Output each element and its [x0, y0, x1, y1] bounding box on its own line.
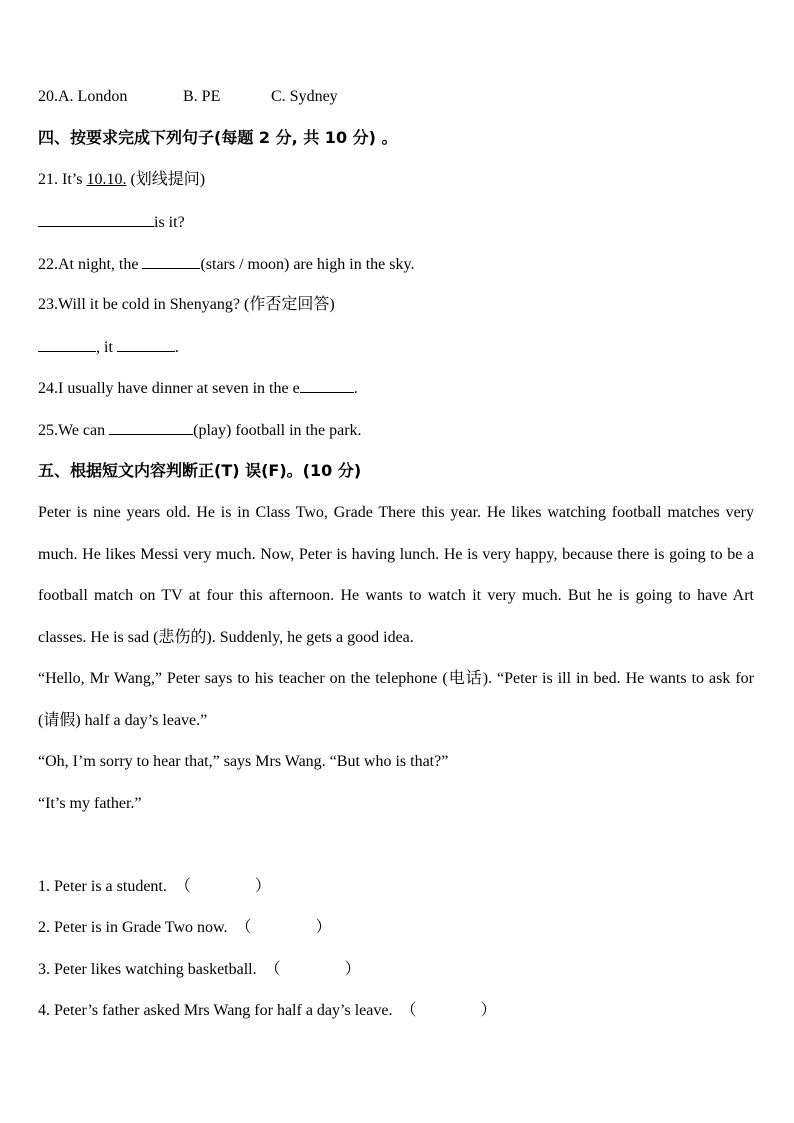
- question-number: 22.: [38, 256, 58, 273]
- question-text: I usually have dinner at seven in the e: [58, 380, 300, 397]
- passage-paragraph-3: “Oh, I’m sorry to hear that,” says Mrs Wang. “But who is that?”: [38, 753, 449, 770]
- question-text: It’s: [58, 171, 87, 188]
- tf-item-4: [38, 1001, 754, 1021]
- answer-blank[interactable]: [142, 254, 200, 269]
- answer-blank[interactable]: [38, 212, 154, 227]
- question-number: 25.: [38, 422, 58, 439]
- answer-parenthesis[interactable]: （ ）: [174, 878, 271, 895]
- section-5-title: 五、根据短文内容判断正(T) 误(F)。(10 分): [38, 461, 362, 480]
- question-text-end: (play) football in the park.: [193, 422, 362, 439]
- answer-blank[interactable]: [300, 378, 354, 393]
- answer-period: .: [174, 339, 179, 356]
- answer-blank[interactable]: [38, 337, 96, 352]
- tf-statement: 1. Peter is a student.: [38, 878, 167, 895]
- option-b: B. PE: [183, 88, 221, 105]
- tf-item-2: [38, 918, 754, 938]
- passage-paragraph-1: Peter is nine years old. He is in Class Two, Grade There this year. He likes watching football matches very much. He likes Messi very much. Now, Peter is having lunch. He is very happy, because there is going to be a football match on TV at four this afternoon. He wants to watch it very much. But he is going to have Art classes. He is sad (悲伤的). Suddenly, he gets a good idea.: [38, 504, 754, 646]
- question-text-end: (stars / moon) are high in the sky.: [200, 256, 415, 273]
- question-text: is it?: [154, 214, 185, 231]
- instruction-note: (划线提问): [126, 171, 206, 188]
- answer-parenthesis[interactable]: （ ）: [400, 1002, 497, 1019]
- question-20: [38, 87, 754, 107]
- question-number: 24.: [38, 380, 58, 397]
- question-period: .: [353, 380, 358, 397]
- underlined-part: 10.10.: [86, 171, 127, 188]
- tf-statement: 3. Peter likes watching basketball.: [38, 961, 257, 978]
- question-23: [38, 295, 754, 315]
- answer-text: , it: [96, 339, 117, 356]
- answer-blank[interactable]: [109, 420, 193, 435]
- answer-parenthesis[interactable]: （ ）: [235, 919, 332, 936]
- option-a: A. London: [58, 88, 128, 105]
- question-21-answer-line: [38, 212, 754, 233]
- question-number: 20.: [38, 88, 58, 105]
- answer-blank[interactable]: [117, 337, 175, 352]
- question-text: Will it be cold in Shenyang? (作否定回答): [58, 296, 335, 313]
- question-number: 23.: [38, 296, 58, 313]
- question-23-answer-line: [38, 337, 754, 358]
- section-4-title: 四、按要求完成下列句子(每题 2 分, 共 10 分) 。: [38, 128, 398, 147]
- option-c: C. Sydney: [271, 88, 338, 105]
- question-24: [38, 378, 754, 399]
- question-21: [38, 170, 754, 190]
- passage-paragraph-4: “It’s my father.”: [38, 794, 142, 812]
- question-text: We can: [58, 422, 110, 439]
- tf-statement: 4. Peter’s father asked Mrs Wang for half a day’s leave.: [38, 1002, 393, 1019]
- question-22: [38, 254, 754, 275]
- tf-item-1: [38, 877, 754, 897]
- tf-item-3: [38, 960, 754, 980]
- question-25: [38, 420, 754, 441]
- reading-passage: [38, 492, 754, 824]
- passage-paragraph-2: “Hello, Mr Wang,” Peter says to his teacher on the telephone (电话). “Peter is ill in bed. He wants to ask for (请假) half a day’s leave.”: [38, 670, 754, 729]
- question-text: At night, the: [58, 256, 143, 273]
- answer-parenthesis[interactable]: （ ）: [264, 961, 361, 978]
- question-number: 21.: [38, 171, 58, 188]
- tf-statement: 2. Peter is in Grade Two now.: [38, 919, 228, 936]
